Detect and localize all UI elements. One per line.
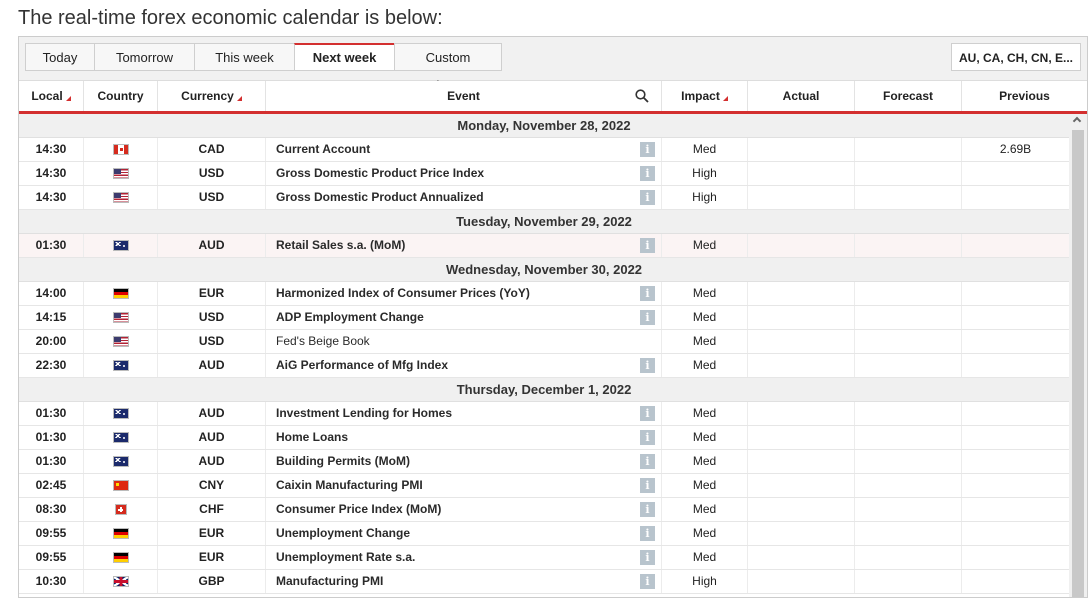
event-previous: 2.69B <box>999 142 1032 156</box>
date-range-tabs <box>25 43 502 71</box>
event-cell[interactable] <box>266 522 662 545</box>
event-name[interactable]: Building Permits (MoM) <box>276 454 410 468</box>
event-actual <box>748 426 855 449</box>
event-time: 08:30 <box>19 498 84 521</box>
tab-tomorrow[interactable]: Tomorrow <box>94 43 194 71</box>
scrollbar-thumb[interactable] <box>1072 130 1084 598</box>
event-actual <box>748 474 855 497</box>
flag-gb-icon <box>113 576 129 587</box>
column-header-forecast[interactable] <box>855 81 962 111</box>
table-header <box>19 81 1087 114</box>
flag-cn-icon <box>113 480 129 491</box>
flag-ch-icon <box>115 504 127 515</box>
event-actual <box>748 354 855 377</box>
column-label-actual: Actual <box>782 89 820 103</box>
event-currency: AUD <box>158 402 266 425</box>
event-row[interactable] <box>19 162 1069 186</box>
event-cell[interactable] <box>266 330 662 353</box>
info-icon[interactable]: i <box>640 142 655 157</box>
event-previous <box>962 282 1069 305</box>
event-actual <box>748 282 855 305</box>
event-previous <box>962 426 1069 449</box>
event-forecast <box>855 330 962 353</box>
event-time: 02:45 <box>19 474 84 497</box>
date-group-header: Wednesday, November 30, 2022 <box>19 258 1069 282</box>
event-forecast <box>855 306 962 329</box>
column-header-previous[interactable] <box>962 81 1087 111</box>
event-cell[interactable] <box>266 138 662 161</box>
event-row[interactable] <box>19 186 1069 210</box>
event-row[interactable] <box>19 498 1069 522</box>
event-currency: GBP <box>158 570 266 593</box>
event-time: 10:30 <box>19 570 84 593</box>
event-currency: USD <box>158 186 266 209</box>
info-icon[interactable]: i <box>640 358 655 373</box>
event-cell[interactable] <box>266 402 662 425</box>
event-forecast <box>855 138 962 161</box>
event-forecast <box>855 498 962 521</box>
event-previous <box>962 474 1069 497</box>
event-impact: Med <box>662 546 748 569</box>
event-country <box>84 330 158 353</box>
event-country <box>84 402 158 425</box>
event-name[interactable]: Manufacturing PMI <box>276 574 384 588</box>
event-cell[interactable] <box>266 282 662 305</box>
event-actual <box>748 570 855 593</box>
event-impact: Med <box>662 450 748 473</box>
flag-de-icon <box>113 528 129 539</box>
event-previous <box>962 402 1069 425</box>
event-currency: CHF <box>158 498 266 521</box>
event-cell[interactable] <box>266 162 662 185</box>
event-name[interactable]: Consumer Price Index (MoM) <box>276 502 442 516</box>
sort-arrow-icon <box>66 96 71 101</box>
event-time: 14:30 <box>19 138 84 161</box>
page-title: The real-time forex economic calendar is below: <box>18 7 443 29</box>
event-impact: Med <box>662 330 748 353</box>
event-previous <box>962 186 1069 209</box>
event-country <box>84 498 158 521</box>
event-country <box>84 306 158 329</box>
info-icon[interactable]: i <box>640 286 655 301</box>
date-group-header: Tuesday, November 29, 2022 <box>19 210 1069 234</box>
column-label-impact: Impact <box>681 89 720 103</box>
column-label-event: Event <box>447 89 480 103</box>
info-icon[interactable]: i <box>640 430 655 445</box>
column-label-previous: Previous <box>999 89 1050 103</box>
event-previous <box>962 354 1069 377</box>
event-name[interactable]: Home Loans <box>276 430 349 444</box>
column-header-event[interactable] <box>266 81 662 111</box>
event-forecast <box>855 522 962 545</box>
event-previous <box>962 234 1069 257</box>
event-row[interactable] <box>19 354 1069 378</box>
column-header-impact[interactable] <box>662 81 748 111</box>
column-label-country: Country <box>97 89 144 103</box>
event-actual <box>748 234 855 257</box>
event-cell[interactable] <box>266 306 662 329</box>
event-impact: Med <box>662 522 748 545</box>
event-impact: Med <box>662 234 748 257</box>
info-icon[interactable]: i <box>640 454 655 469</box>
event-currency: CAD <box>158 138 266 161</box>
flag-de-icon <box>113 552 129 563</box>
event-time: 22:30 <box>19 354 84 377</box>
event-forecast <box>855 546 962 569</box>
event-name[interactable]: Caixin Manufacturing PMI <box>276 478 423 492</box>
event-currency: AUD <box>158 354 266 377</box>
event-impact: Med <box>662 282 748 305</box>
info-icon[interactable]: i <box>640 574 655 589</box>
flag-us-icon <box>113 168 129 179</box>
event-time: 01:30 <box>19 402 84 425</box>
tab-this-week[interactable]: This week <box>194 43 294 71</box>
country-filter-dropdown[interactable]: AU, CA, CH, CN, E... <box>951 43 1081 71</box>
event-cell[interactable] <box>266 498 662 521</box>
column-header-currency[interactable] <box>158 81 266 111</box>
event-actual <box>748 186 855 209</box>
flag-us-icon <box>113 336 129 347</box>
event-currency: USD <box>158 162 266 185</box>
event-name[interactable]: Current Account <box>276 142 371 156</box>
event-impact: Med <box>662 474 748 497</box>
event-previous <box>962 570 1069 593</box>
event-currency: CNY <box>158 474 266 497</box>
event-forecast <box>855 186 962 209</box>
event-country <box>84 354 158 377</box>
event-previous <box>962 498 1069 521</box>
event-row[interactable] <box>19 330 1069 354</box>
info-icon[interactable]: i <box>640 478 655 493</box>
event-forecast <box>855 570 962 593</box>
flag-au-icon <box>113 240 129 251</box>
event-cell[interactable] <box>266 450 662 473</box>
event-cell[interactable] <box>266 474 662 497</box>
event-previous <box>962 162 1069 185</box>
event-row[interactable] <box>19 570 1069 594</box>
info-icon[interactable]: i <box>640 526 655 541</box>
search-icon[interactable] <box>635 89 649 103</box>
event-country <box>84 234 158 257</box>
event-currency: AUD <box>158 234 266 257</box>
event-row[interactable] <box>19 546 1069 570</box>
date-group-header: Thursday, December 1, 2022 <box>19 378 1069 402</box>
event-previous <box>962 546 1069 569</box>
event-row[interactable] <box>19 450 1069 474</box>
event-impact: Med <box>662 498 748 521</box>
info-icon[interactable]: i <box>640 238 655 253</box>
event-previous <box>962 522 1069 545</box>
event-time: 14:00 <box>19 282 84 305</box>
scroll-up-icon[interactable] <box>1069 114 1087 128</box>
event-country <box>84 450 158 473</box>
event-actual <box>748 522 855 545</box>
event-name[interactable]: Retail Sales s.a. (MoM) <box>276 238 406 252</box>
event-forecast <box>855 474 962 497</box>
event-name[interactable]: AiG Performance of Mfg Index <box>276 358 449 372</box>
calendar-table-body <box>19 114 1069 594</box>
event-previous <box>962 306 1069 329</box>
event-forecast <box>855 402 962 425</box>
event-country <box>84 546 158 569</box>
event-row[interactable] <box>19 474 1069 498</box>
event-country <box>84 426 158 449</box>
sort-arrow-icon <box>723 96 728 101</box>
event-impact: Med <box>662 426 748 449</box>
event-time: 01:30 <box>19 426 84 449</box>
event-country <box>84 138 158 161</box>
event-name[interactable]: Fed's Beige Book <box>276 334 370 348</box>
event-row[interactable] <box>19 306 1069 330</box>
event-currency: EUR <box>158 282 266 305</box>
event-forecast <box>855 162 962 185</box>
info-icon[interactable]: i <box>640 550 655 565</box>
event-impact: Med <box>662 138 748 161</box>
event-forecast <box>855 234 962 257</box>
flag-au-icon <box>113 360 129 371</box>
flag-ca-icon <box>113 144 129 155</box>
event-impact: Med <box>662 402 748 425</box>
event-currency: AUD <box>158 450 266 473</box>
event-time: 09:55 <box>19 522 84 545</box>
event-time: 01:30 <box>19 450 84 473</box>
event-forecast <box>855 282 962 305</box>
event-actual <box>748 306 855 329</box>
event-name[interactable]: Investment Lending for Homes <box>276 406 453 420</box>
event-time: 09:55 <box>19 546 84 569</box>
event-impact: High <box>662 570 748 593</box>
event-country <box>84 162 158 185</box>
column-label-forecast: Forecast <box>882 89 934 103</box>
event-row[interactable] <box>19 426 1069 450</box>
event-row[interactable] <box>19 522 1069 546</box>
event-actual <box>748 450 855 473</box>
info-icon[interactable]: i <box>640 190 655 205</box>
event-impact: Med <box>662 354 748 377</box>
event-name[interactable]: Unemployment Rate s.a. <box>276 550 416 564</box>
event-country <box>84 186 158 209</box>
event-time: 01:30 <box>19 234 84 257</box>
event-currency: USD <box>158 330 266 353</box>
event-previous <box>962 330 1069 353</box>
info-icon[interactable]: i <box>640 310 655 325</box>
column-header-local[interactable] <box>19 81 84 111</box>
event-actual <box>748 546 855 569</box>
flag-us-icon <box>113 312 129 323</box>
flag-au-icon <box>113 408 129 419</box>
event-cell[interactable] <box>266 426 662 449</box>
tab-today[interactable]: Today <box>25 43 94 71</box>
event-name[interactable]: Gross Domestic Product Annualized <box>276 190 484 204</box>
event-forecast <box>855 354 962 377</box>
event-cell[interactable] <box>266 234 662 257</box>
event-name[interactable]: Gross Domestic Product Price Index <box>276 166 485 180</box>
column-header-country[interactable] <box>84 81 158 111</box>
event-name[interactable]: Unemployment Change <box>276 526 411 540</box>
sort-arrow-icon <box>237 96 242 101</box>
event-country <box>84 282 158 305</box>
tab-custom-dates[interactable]: Custom <box>394 43 502 71</box>
event-impact: High <box>662 162 748 185</box>
flag-au-icon <box>113 456 129 467</box>
event-time: 14:15 <box>19 306 84 329</box>
event-country <box>84 474 158 497</box>
event-row[interactable] <box>19 138 1069 162</box>
event-row[interactable] <box>19 282 1069 306</box>
info-icon[interactable]: i <box>640 406 655 421</box>
event-currency: AUD <box>158 426 266 449</box>
info-icon[interactable]: i <box>640 166 655 181</box>
tab-next-week[interactable]: Next week <box>294 43 394 71</box>
column-header-actual[interactable] <box>748 81 855 111</box>
event-time: 14:30 <box>19 162 84 185</box>
event-row[interactable] <box>19 234 1069 258</box>
event-time: 20:00 <box>19 330 84 353</box>
column-label-currency: Currency <box>181 89 234 103</box>
event-cell[interactable] <box>266 186 662 209</box>
event-cell[interactable] <box>266 354 662 377</box>
event-impact: High <box>662 186 748 209</box>
event-cell[interactable] <box>266 570 662 593</box>
date-group-header: Monday, November 28, 2022 <box>19 114 1069 138</box>
flag-us-icon <box>113 192 129 203</box>
event-actual <box>748 330 855 353</box>
event-actual <box>748 138 855 161</box>
event-previous <box>962 450 1069 473</box>
event-forecast <box>855 426 962 449</box>
event-cell[interactable] <box>266 546 662 569</box>
event-row[interactable] <box>19 402 1069 426</box>
event-time: 14:30 <box>19 186 84 209</box>
economic-calendar-widget <box>18 36 1088 598</box>
event-country <box>84 570 158 593</box>
event-forecast <box>855 450 962 473</box>
info-icon[interactable]: i <box>640 502 655 517</box>
event-actual <box>748 162 855 185</box>
event-impact: Med <box>662 306 748 329</box>
event-actual <box>748 498 855 521</box>
flag-de-icon <box>113 288 129 299</box>
event-currency: USD <box>158 306 266 329</box>
event-country <box>84 522 158 545</box>
flag-au-icon <box>113 432 129 443</box>
event-actual <box>748 402 855 425</box>
tab-bar <box>19 37 1087 81</box>
event-name[interactable]: Harmonized Index of Consumer Prices (YoY) <box>276 286 530 300</box>
event-currency: EUR <box>158 522 266 545</box>
column-label-local: Local <box>31 89 63 103</box>
vertical-scrollbar[interactable] <box>1069 114 1087 598</box>
event-name[interactable]: ADP Employment Change <box>276 310 424 324</box>
event-currency: EUR <box>158 546 266 569</box>
